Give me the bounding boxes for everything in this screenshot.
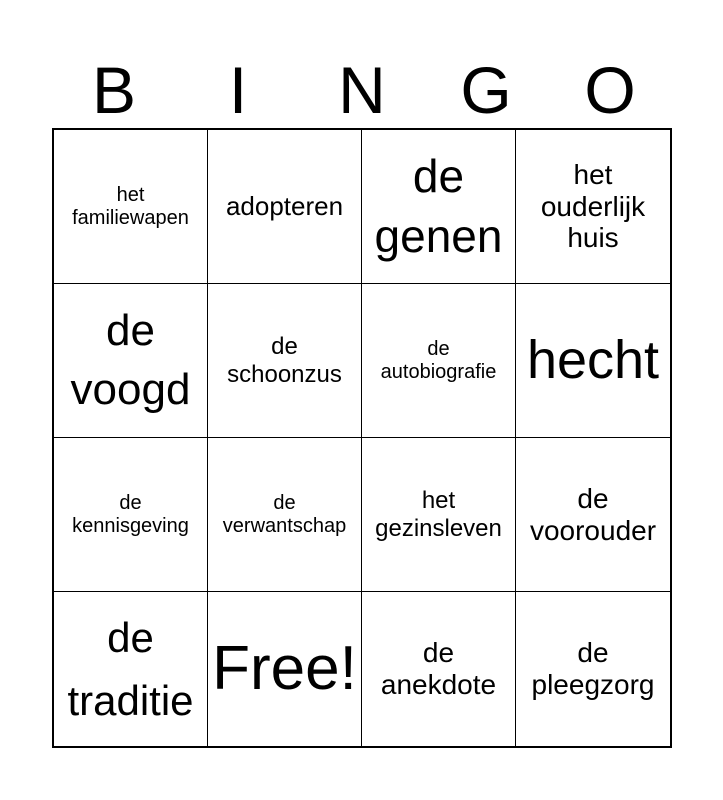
cell-text: verwantschap <box>222 514 347 537</box>
header-letter-i: I <box>228 53 248 127</box>
bingo-cell[interactable] <box>362 438 516 592</box>
cell-text: voogd <box>70 364 191 414</box>
cell-text: familiewapen <box>72 206 189 229</box>
header-letter-n: N <box>338 53 386 127</box>
bingo-cell[interactable] <box>208 284 362 438</box>
cell-text: hecht <box>526 329 660 390</box>
cell-text: de <box>577 482 609 514</box>
free-space-cell[interactable] <box>208 592 362 746</box>
cell-text: traditie <box>67 677 194 724</box>
cell-text: de <box>422 637 455 669</box>
cell-text: adopteren <box>225 190 344 221</box>
cell-text: gezinsleven <box>375 514 502 542</box>
bingo-cell[interactable] <box>516 592 670 746</box>
bingo-cell[interactable] <box>516 284 670 438</box>
bingo-cell[interactable] <box>516 438 670 592</box>
header-letter-g: G <box>460 53 512 127</box>
cell-text: de <box>107 614 154 661</box>
cell-text: het <box>421 486 456 514</box>
cell-text: het <box>573 158 613 190</box>
cell-text: de <box>577 637 609 669</box>
bingo-cell[interactable] <box>54 592 208 746</box>
cell-text: het <box>116 183 145 206</box>
bingo-cell[interactable] <box>208 438 362 592</box>
bingo-header <box>52 52 672 128</box>
bingo-cell[interactable] <box>362 130 516 284</box>
bingo-cell[interactable] <box>362 592 516 746</box>
cell-text: de <box>412 149 465 202</box>
header-letter-o: O <box>584 53 636 127</box>
header-letter-b: B <box>91 53 137 127</box>
cell-text: pleegzorg <box>531 669 655 700</box>
cell-text: de <box>427 337 450 360</box>
cell-text: autobiografie <box>380 360 497 383</box>
cell-text: de <box>106 306 155 356</box>
cell-text: genen <box>374 209 503 262</box>
bingo-cell[interactable] <box>54 130 208 284</box>
cell-text: voorouder <box>529 514 657 546</box>
cell-text: schoonzus <box>227 360 342 388</box>
cell-text: huis <box>567 222 619 254</box>
cell-text: de <box>273 491 296 514</box>
bingo-cell[interactable] <box>54 438 208 592</box>
cell-text: de <box>271 332 298 360</box>
bingo-cell[interactable] <box>362 284 516 438</box>
bingo-cell[interactable] <box>208 130 362 284</box>
cell-text: de <box>119 491 142 514</box>
cell-text: ouderlijk <box>540 190 646 222</box>
bingo-board <box>52 128 672 748</box>
bingo-cell[interactable] <box>516 130 670 284</box>
cell-text: kennisgeving <box>72 514 189 537</box>
free-space-label: Free! <box>212 633 357 703</box>
cell-text: anekdote <box>380 669 497 700</box>
bingo-cell[interactable] <box>54 284 208 438</box>
